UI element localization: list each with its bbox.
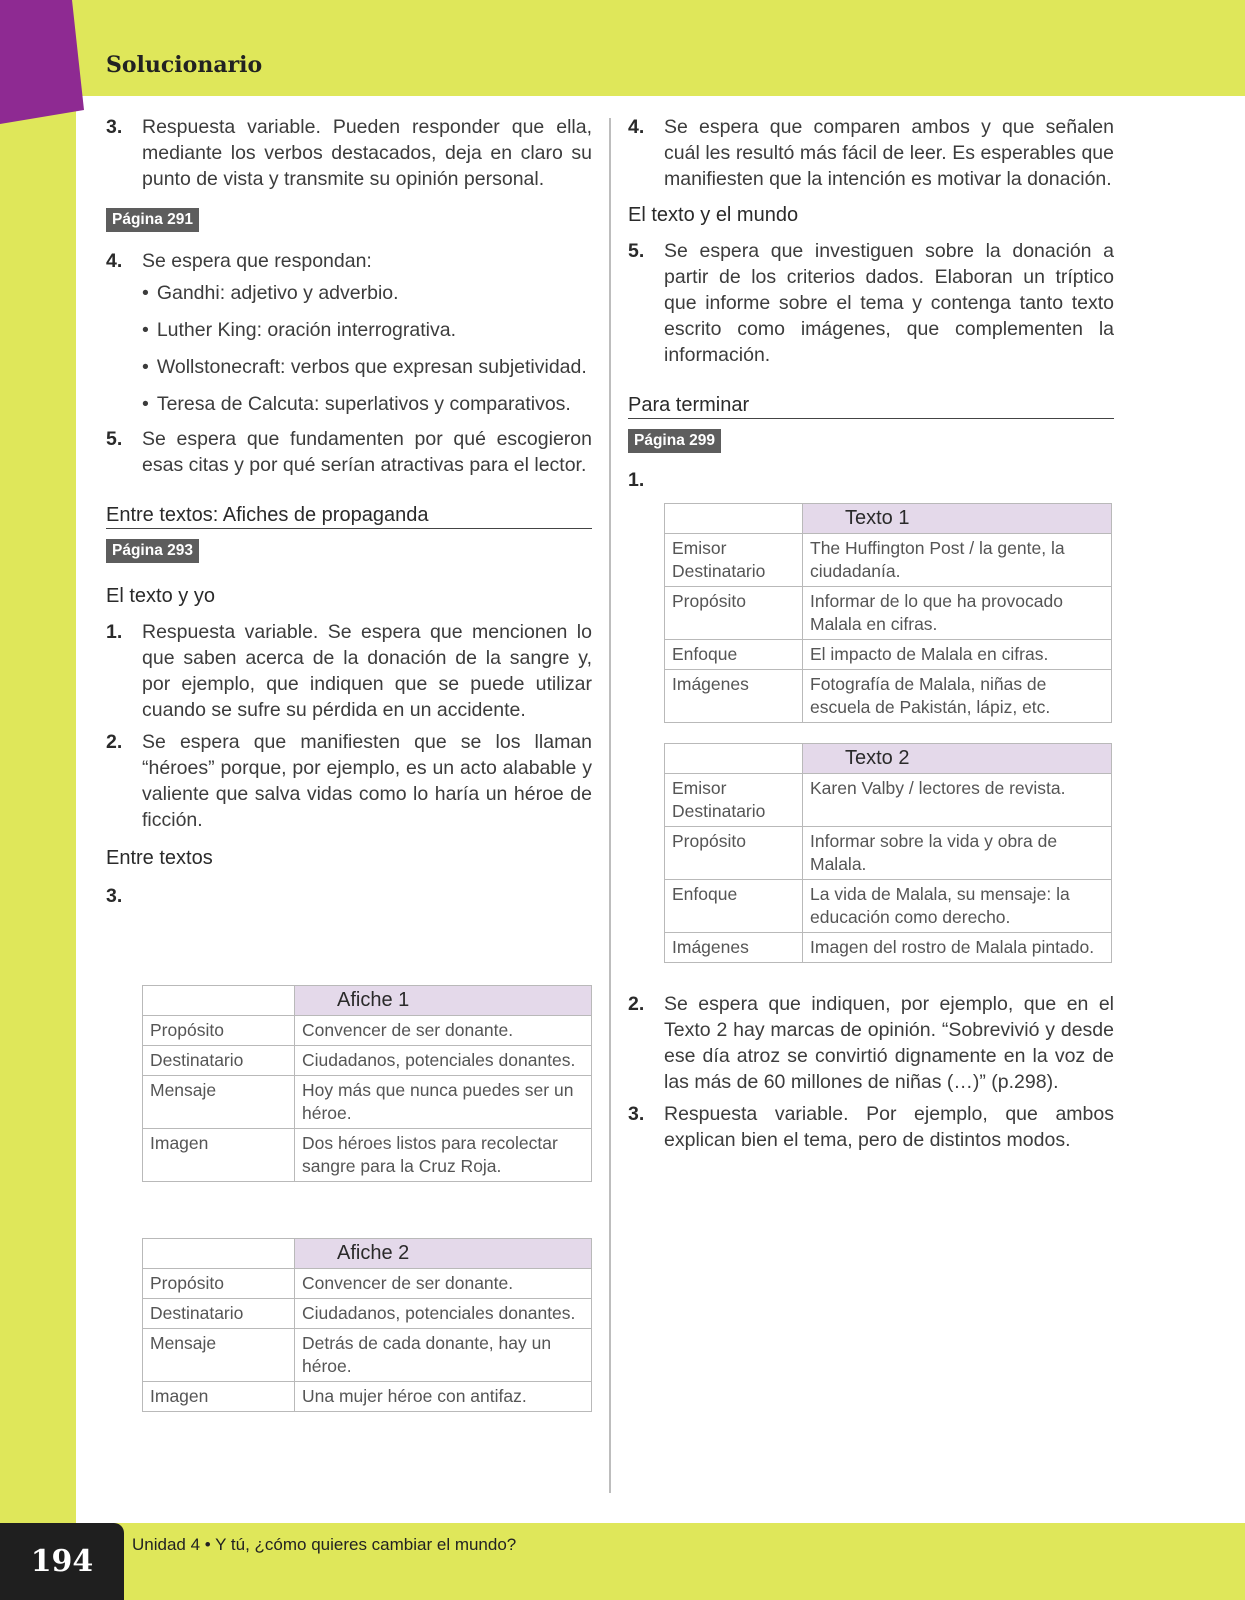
table-cell: Una mujer héroe con antifaz. [295,1382,592,1412]
bullet-item: • Wollstonecraft: verbos que expresan subjetividad. [142,354,592,380]
texto-1-table [664,503,1112,723]
table-cell: El impacto de Malala en cifras. [803,640,1112,670]
purple-corner-tab [0,0,86,124]
table-header-row [665,504,1112,534]
table-cell: Dos héroes listos para recolectar sangre para la Cruz Roja. [295,1129,592,1182]
table-header: Texto 1 [803,504,1112,534]
table-cell: Emisor Destinatario [665,534,803,587]
item-text: Respuesta variable. Por ejemplo, que ambos explican bien el tema, pero de distintos modos. [664,1103,1114,1151]
table-cell: Ciudadanos, potenciales donantes. [295,1046,592,1076]
table-row [665,880,1112,933]
table-row [143,1046,592,1076]
table-cell: Convencer de ser donante. [295,1016,592,1046]
item-number: 3. [106,885,123,907]
item-number: 2. [628,993,645,1015]
item-number: 3. [106,116,123,138]
table-cell: Propósito [143,1016,295,1046]
table-row [143,1129,592,1182]
list-item [106,114,592,192]
table-cell: Karen Valby / lectores de revista. [803,774,1112,827]
item-number: 1. [628,469,645,491]
table-cell: Enfoque [665,880,803,933]
subheading: Entre textos [106,847,213,869]
bullet-item: • Gandhi: adjetivo y adverbio. [142,280,592,306]
left-margin-band [0,0,76,1600]
table-cell: Imagen [143,1129,295,1182]
table-header-row [143,986,592,1016]
header-band [0,0,1245,96]
table-cell: Mensaje [143,1329,295,1382]
table-row [143,1299,592,1329]
table-cell: The Huffington Post / la gente, la ciudadanía. [803,534,1112,587]
list-item [106,729,592,833]
bullet-item: • Teresa de Calcuta: superlativos y comparativos. [142,391,592,417]
table-row [665,670,1112,723]
table-cell: Destinatario [143,1046,295,1076]
footer-unit-title: Unidad 4 • Y tú, ¿cómo quieres cambiar el mundo? [132,1535,517,1554]
table-header: Texto 2 [803,744,1112,774]
table-cell: Propósito [143,1269,295,1299]
table-cell: Mensaje [143,1076,295,1129]
table-row [143,1382,592,1412]
table-cell: Informar sobre la vida y obra de Malala. [803,827,1112,880]
item-text: Se espera que respondan: [142,250,372,272]
page-tag: Página 299 [628,429,721,453]
list-item [106,883,592,909]
table-header: Afiche 1 [295,986,592,1016]
list-item [106,426,592,478]
list-item [628,991,1114,1095]
table-row [143,1269,592,1299]
item-number: 5. [106,428,123,450]
table-cell: La vida de Malala, su mensaje: la educación como derecho. [803,880,1112,933]
item-number: 3. [628,1103,645,1125]
section-heading: Entre textos: Afiches de propaganda [106,502,592,529]
table-row [665,774,1112,827]
list-item [628,1101,1114,1153]
list-item [628,238,1114,368]
item-text: Se espera que manifiesten que se los llaman “héroes” porque, por ejemplo, es un acto alabable y valiente que salva vidas como lo haría un héroe de ficción. [142,731,592,831]
item-number: 1. [106,621,123,643]
table-row [143,1076,592,1129]
item-number: 4. [628,116,645,138]
table-cell: Detrás de cada donante, hay un héroe. [295,1329,592,1382]
column-divider [609,118,611,1493]
table-header: Afiche 2 [295,1239,592,1269]
item-number: 5. [628,240,645,262]
table-cell: Emisor Destinatario [665,774,803,827]
item-text: Respuesta variable. Se espera que mencionen lo que saben acerca de la donación de la sangre y, por ejemplo, que indiquen que se puede utilizar cuando se sufre su pérdida en un accidente. [142,621,592,721]
table-row [143,1329,592,1382]
table-cell: Convencer de ser donante. [295,1269,592,1299]
bullet-item: • Luther King: oración interrogrativa. [142,317,592,343]
table-cell: Imagen [143,1382,295,1412]
table-row [665,933,1112,963]
right-column [628,114,1114,1153]
table-cell: Informar de lo que ha provocado Malala en cifras. [803,587,1112,640]
table-cell: Imágenes [665,933,803,963]
item-text: Se espera que indiquen, por ejemplo, que en el Texto 2 hay marcas de opinión. “Sobrevivió y desde ese día atroz se convirtió dignamente en la voz de las más de 60 millones de niñas (…)” (p.298). [664,993,1114,1093]
item-text: Se espera que investiguen sobre la donación a partir de los criterios dados. Elaboran un tríptico que informe sobre el tema y contenga tanto texto escrito como imágenes, que complementen la información. [664,240,1114,366]
list-item [628,467,1114,493]
item-number: 2. [106,731,123,753]
item-text: Se espera que comparen ambos y que señalen cuál les resultó más fácil de leer. Es esperables que manifiesten que la intención es motivar la donación. [664,116,1114,190]
table-cell: Imagen del rostro de Malala pintado. [803,933,1112,963]
item-number: 4. [106,250,123,272]
table-row [665,534,1112,587]
subheading: El texto y el mundo [628,204,799,226]
table-header-row [143,1239,592,1269]
subheading: El texto y yo [106,585,215,607]
table-row [665,587,1112,640]
list-item [106,619,592,723]
table-cell: Enfoque [665,640,803,670]
table-cell: Destinatario [143,1299,295,1329]
item-text: Respuesta variable. Pueden responder que ella, mediante los verbos destacados, deja en claro su punto de vista y transmite su opinión personal. [142,116,592,190]
section-heading: Para terminar [628,392,1114,419]
list-item [106,248,592,428]
texto-2-table [664,743,1112,963]
table-cell: Ciudadanos, potenciales donantes. [295,1299,592,1329]
afiche-1-table [142,985,592,1182]
item-text: Se espera que fundamenten por qué escogieron esas citas y por qué serían atractivas para el lector. [142,428,592,476]
table-row [665,640,1112,670]
table-cell: Hoy más que nunca puedes ser un héroe. [295,1076,592,1129]
table-cell: Propósito [665,827,803,880]
table-cell: Fotografía de Malala, niñas de escuela de Pakistán, lápiz, etc. [803,670,1112,723]
page-number: 194 [0,1523,124,1600]
list-item [628,114,1114,192]
page-tag: Página 291 [106,208,199,232]
afiche-2-table [142,1238,592,1412]
page-tag: Página 293 [106,539,199,563]
table-header-row [665,744,1112,774]
left-column [106,114,592,1412]
table-row [665,827,1112,880]
table-cell: Propósito [665,587,803,640]
table-row [143,1016,592,1046]
table-cell: Imágenes [665,670,803,723]
bullet-list [142,280,592,417]
page-title: Solucionario [106,52,263,78]
